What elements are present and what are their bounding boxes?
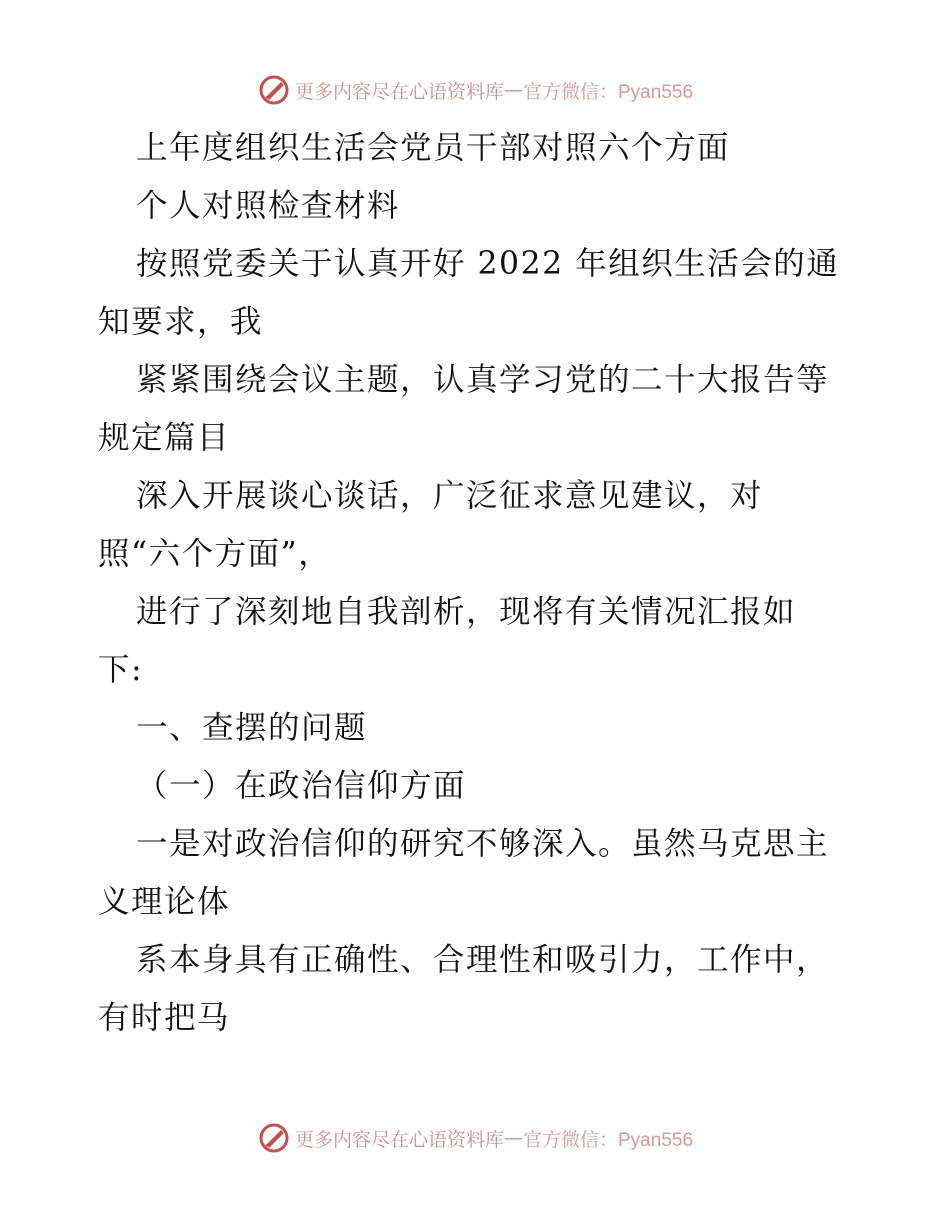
watermark-logo-icon [257,73,291,107]
document-line: 照“六个方面”， [98,536,332,572]
document-line: 按照党委关于认真开好 2022 年组织生活会的通 [136,246,840,282]
document-line: 紧紧围绕会议主题，认真学习党的二十大报告等 [136,362,830,398]
watermark-logo-icon [257,1121,291,1155]
document-line: 一、查摆的问题 [136,710,368,746]
header-watermark [0,70,950,110]
document-line: 有时把马 [98,1000,231,1036]
document-line: 义理论体 [98,884,231,920]
watermark-contact: 官方微信：Pyan556 [523,81,694,103]
watermark-separator: — [504,1127,523,1149]
watermark-text: 更多内容尽在心语资料库 [294,80,504,103]
footer-watermark [0,1118,950,1158]
document-line: 知要求，我 [98,304,264,340]
document-line: （一）在政治信仰方面 [136,768,467,804]
document-line: 系本身具有正确性、合理性和吸引力，工作中， [136,942,830,978]
document-line: 下: [98,652,144,688]
watermark-separator: — [504,79,523,101]
watermark-text: 更多内容尽在心语资料库 [294,1128,504,1151]
document-body [98,119,858,1047]
document-line: 深入开展谈心谈话，广泛征求意见建议，对 [136,478,764,514]
document-line: 个人对照检查材料 [136,188,401,224]
document-line: 规定篇目 [98,420,231,456]
watermark-contact: 官方微信：Pyan556 [523,1129,694,1151]
document-line: 进行了深刻地自我剖析，现将有关情况汇报如 [136,594,797,630]
document-line: 一是对政治信仰的研究不够深入。虽然马克思主 [136,826,830,862]
document-line: 上年度组织生活会党员干部对照六个方面 [136,130,731,166]
